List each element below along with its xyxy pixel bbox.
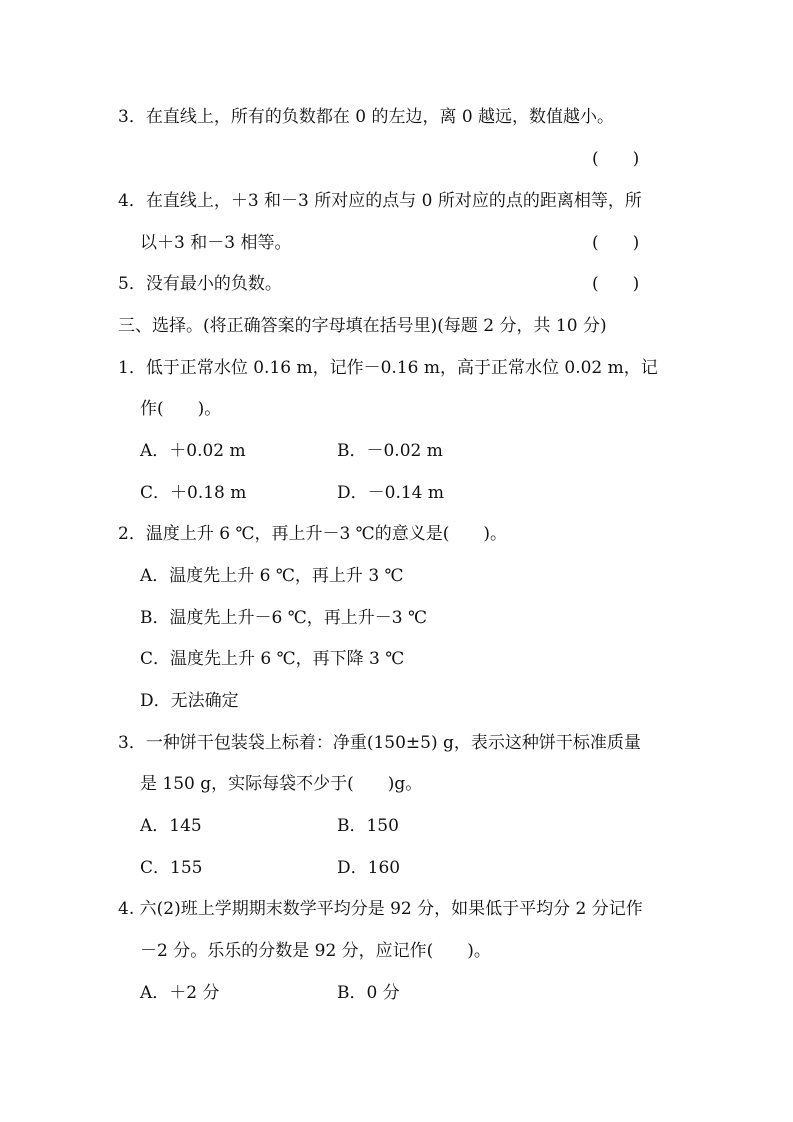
choice-q3-option-a: A．145 [140,816,202,836]
choice-q2-option-b: B．温度先上升－6 ℃，再上升－3 ℃ [140,608,427,628]
choice-q1-option-c: C．＋0.18 m [140,483,247,503]
choice-q1-option-a: A．＋0.02 m [140,441,246,461]
judge-q4-line1: 4．在直线上，＋3 和－3 所对应的点与 0 所对应的点的距离相等，所 [118,191,642,211]
choice-q2-line1: 2．温度上升 6 ℃，再上升－3 ℃的意义是( )。 [118,524,507,544]
choice-q4-line1: 4. 六(2)班上学期期末数学平均分是 92 分，如果低于平均分 2 分记作 [118,899,643,919]
choice-q4-option-a: A．＋2 分 [140,983,220,1003]
judge-q5-text: 5．没有最小的负数。 [118,274,282,294]
choice-q1-line2: 作( )。 [140,399,222,419]
choice-q3-option-d: D．160 [337,858,401,878]
section3-heading: 三、选择。(将正确答案的字母填在括号里)(每题 2 分，共 10 分) [118,316,607,336]
choice-q3-line2: 是 150 g，实际每袋不少于( )g。 [140,774,423,794]
choice-q1-option-d: D．－0.14 m [337,483,445,503]
choice-q3-option-c: C．155 [140,858,203,878]
choice-q3-line1: 3．一种饼干包装袋上标着：净重(150±5) g，表示这种饼干标准质量 [118,733,641,753]
choice-q1-option-b: B．－0.02 m [337,441,443,461]
choice-q2-option-a: A．温度先上升 6 ℃，再上升 3 ℃ [140,566,404,586]
choice-q2-option-d: D．无法确定 [140,691,239,711]
choice-q3-option-b: B．150 [337,816,399,836]
judge-q3-answer-bracket: ( ) [592,149,640,169]
choice-q4-line2: －2 分。乐乐的分数是 92 分，应记作( )。 [140,941,491,961]
judge-q4-line2: 以＋3 和－3 相等。 [140,233,292,253]
choice-q1-line1: 1．低于正常水位 0.16 m，记作－0.16 m，高于正常水位 0.02 m，记 [118,358,658,378]
judge-q3-text: 3．在直线上，所有的负数都在 0 的左边，离 0 越远，数值越小。 [118,107,615,127]
choice-q4-option-b: B．0 分 [337,983,400,1003]
choice-q2-option-c: C．温度先上升 6 ℃，再下降 3 ℃ [140,649,405,669]
judge-q5-answer-bracket: ( ) [592,274,640,294]
judge-q4-answer-bracket: ( ) [592,233,640,253]
